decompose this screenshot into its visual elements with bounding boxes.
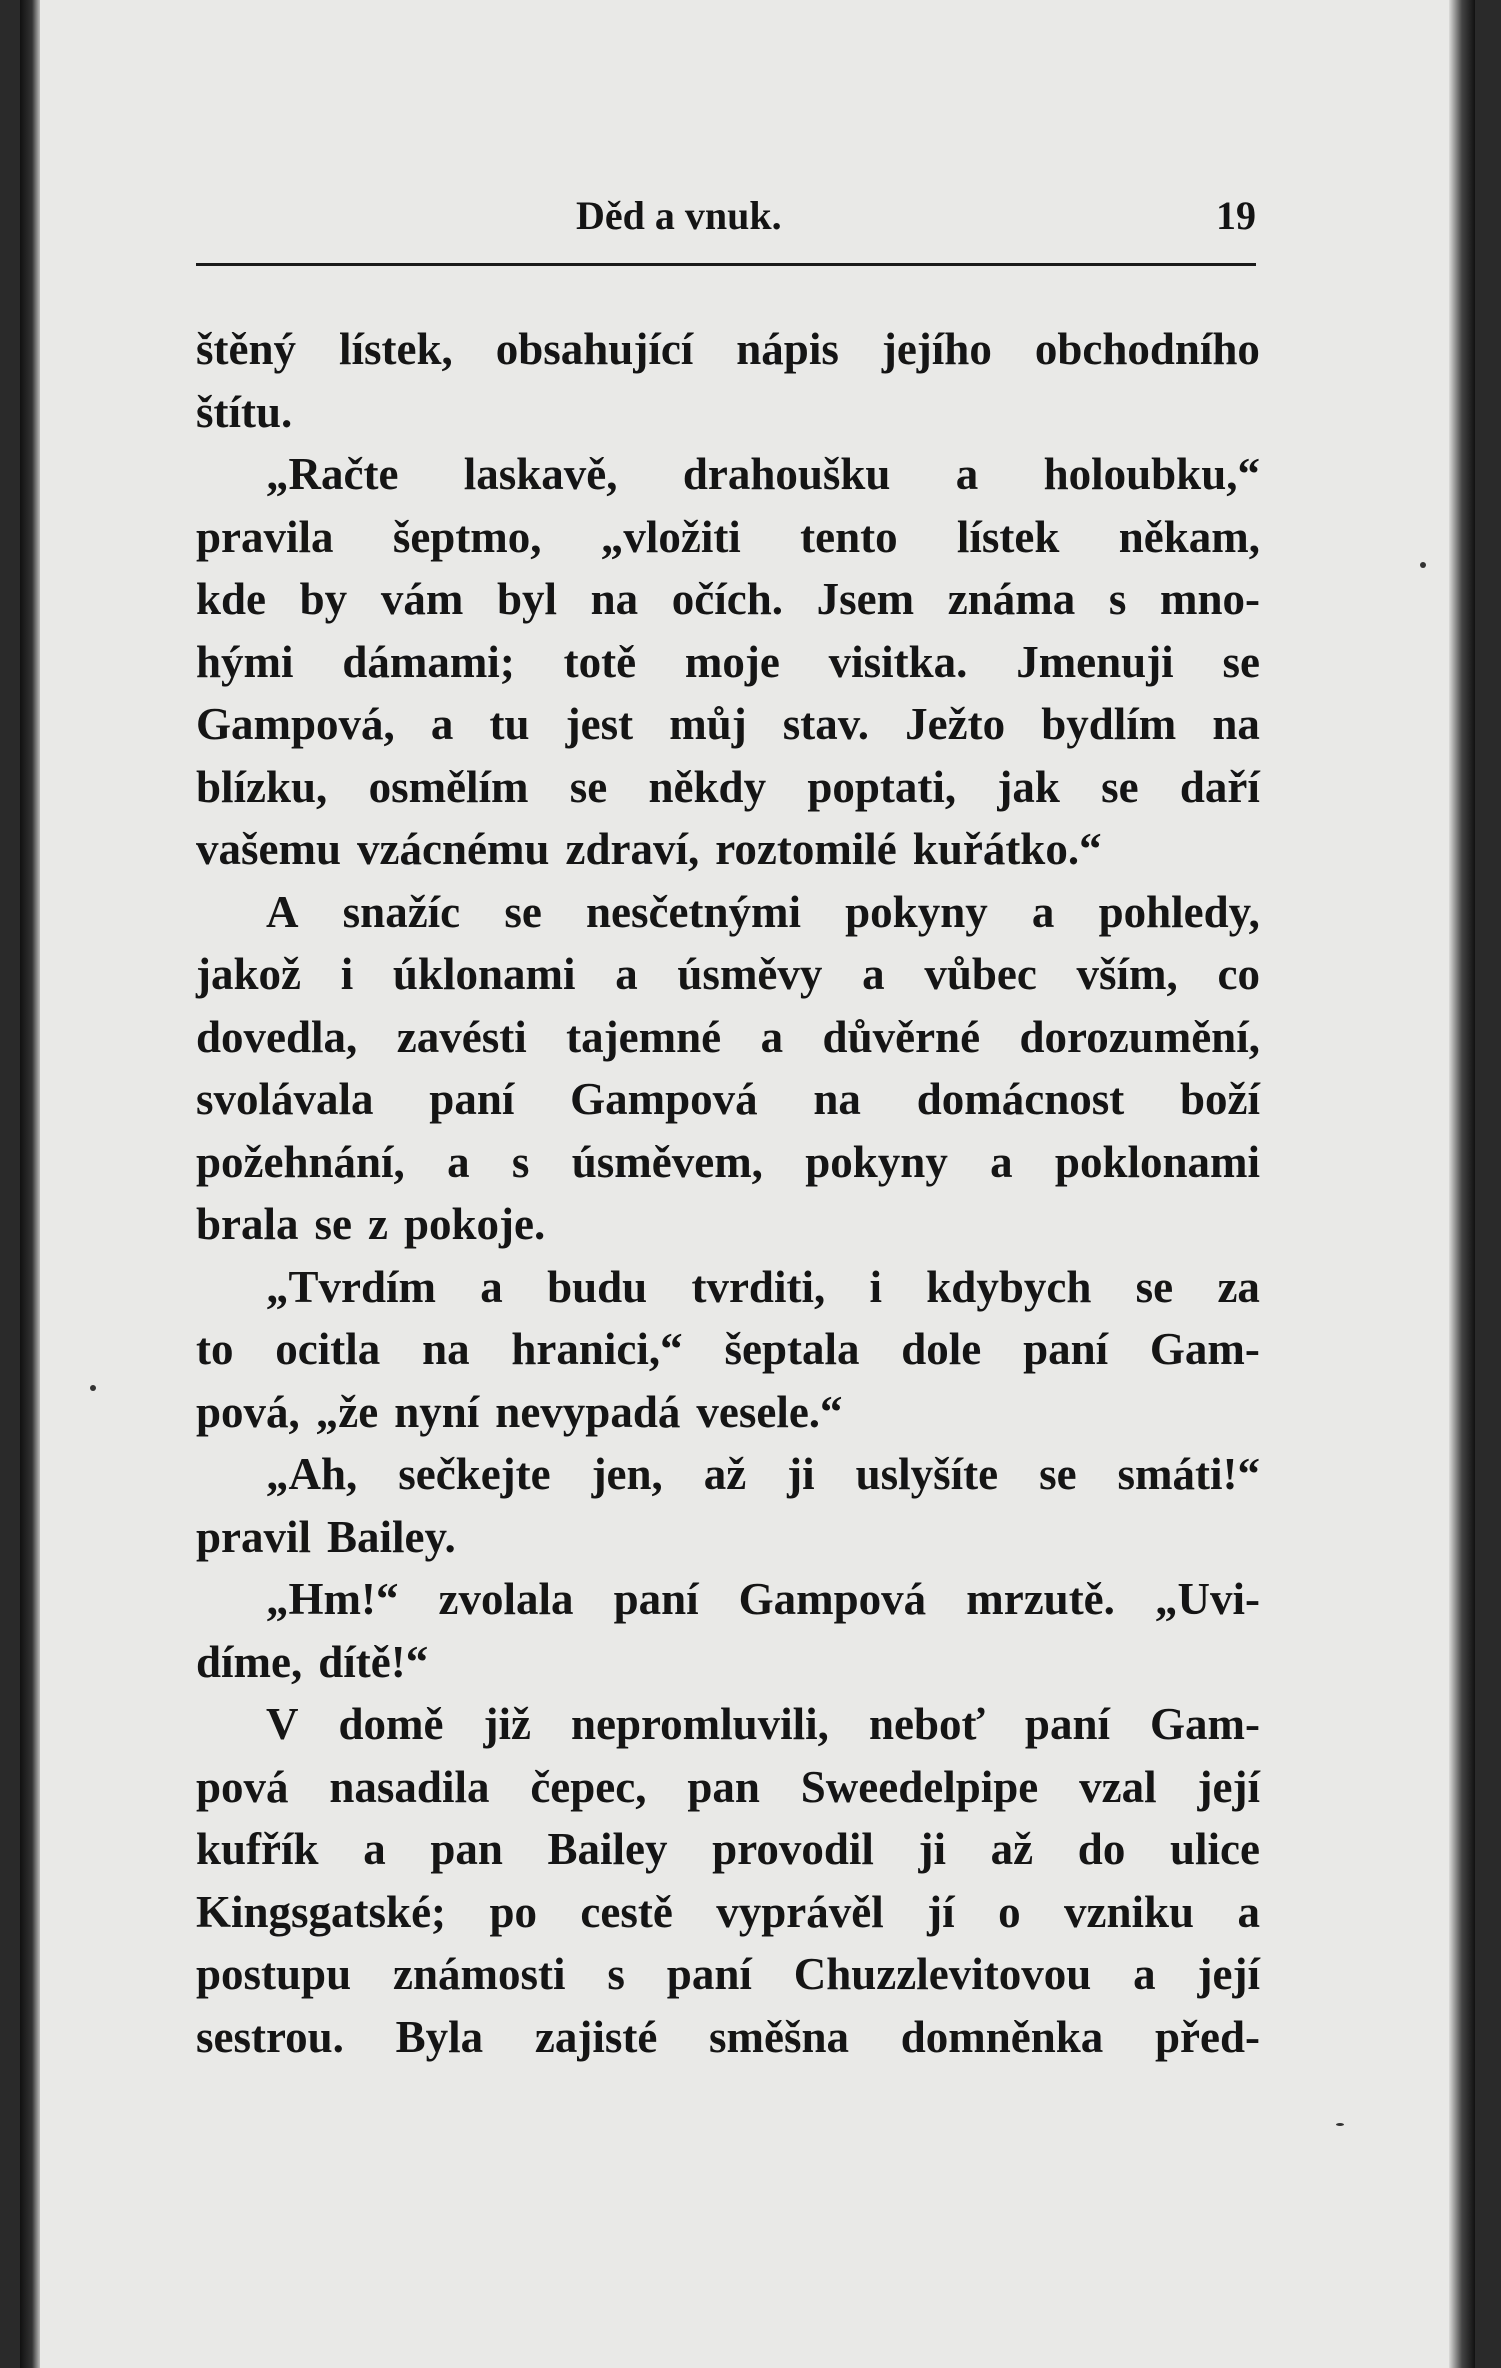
word: cestě (580, 1886, 673, 1937)
word: nyní (394, 1386, 480, 1437)
page-gutter-shadow (20, 0, 40, 2368)
word: o (998, 1886, 1021, 1937)
word: a (447, 1136, 470, 1187)
page-header (196, 192, 1256, 244)
word: úsměvem, (571, 1136, 763, 1187)
word: Byla (395, 2011, 484, 2062)
word: zvolala (438, 1574, 574, 1624)
word: blízku, (196, 761, 328, 812)
word: známosti (393, 1949, 566, 1999)
word: dole (901, 1324, 982, 1374)
word: na (1212, 699, 1260, 749)
word: lístek, (338, 324, 453, 374)
word: tu (489, 699, 530, 749)
word: pohledy, (1098, 886, 1260, 937)
text-line (196, 881, 1260, 944)
word: vašemu (196, 824, 341, 874)
word: Gampová, (196, 699, 395, 749)
word: obsahující (495, 324, 694, 374)
word: a (1237, 1886, 1260, 1937)
word: jí (927, 1886, 955, 1937)
word: vyprávěl (716, 1886, 884, 1937)
text-line (196, 943, 1260, 1006)
word: „Račte (266, 449, 399, 499)
word: na (813, 1074, 861, 1124)
text-line (196, 1506, 1260, 1569)
word: drahoušku (682, 449, 891, 499)
word: pravila (196, 511, 334, 562)
word: ji (918, 1824, 947, 1874)
text-line (196, 1756, 1260, 1819)
word: vším, (1076, 949, 1178, 999)
word: to (196, 1324, 234, 1374)
word: čepec, (530, 1761, 647, 1812)
word: nápis (736, 324, 839, 374)
word: Gam- (1149, 1324, 1260, 1374)
header-rule (196, 263, 1256, 266)
word: ocitla (275, 1324, 381, 1374)
word: hranici,“ (511, 1324, 683, 1374)
word: kuřátko.“ (912, 824, 1102, 874)
word: pová (196, 1761, 289, 1812)
page-edge-shadow (1449, 0, 1475, 2368)
text-line (196, 568, 1260, 631)
word: pan (687, 1761, 760, 1812)
word: vám (380, 574, 464, 624)
word: nesčetnými (586, 886, 801, 937)
word: dovedla, (196, 1011, 358, 1062)
word: do (1077, 1824, 1126, 1874)
word: sečkejte (398, 1449, 551, 1499)
word: vzniku (1064, 1886, 1195, 1937)
word: svolávala (196, 1074, 374, 1124)
word: se (1135, 1261, 1174, 1312)
word: Gampová (570, 1074, 758, 1124)
text-line (196, 1256, 1260, 1319)
word: stav. (782, 699, 870, 749)
word: paní (666, 1949, 752, 1999)
word: s (511, 1136, 530, 1187)
word: i (340, 949, 354, 999)
word: „Ah, (266, 1449, 358, 1499)
word: V (266, 1699, 299, 1749)
word: můj (669, 699, 747, 749)
word: její (1197, 1949, 1260, 1999)
word: by (299, 574, 348, 624)
word: dámami; (342, 636, 515, 687)
word: Bailey (547, 1824, 668, 1874)
word: Jmenuji (1016, 636, 1174, 687)
word: zavésti (396, 1011, 527, 1062)
word: visitka. (828, 636, 968, 687)
word: Bailey. (327, 1511, 456, 1562)
word: vzal (1079, 1761, 1157, 1812)
word: paní (429, 1074, 515, 1124)
text-line (196, 818, 1260, 881)
word: vesele.“ (696, 1386, 843, 1437)
word: mno- (1159, 574, 1260, 624)
word: paní (1023, 1324, 1109, 1374)
word: Jsem (816, 574, 915, 624)
word: pravil (196, 1511, 312, 1562)
text-line (196, 1693, 1260, 1756)
running-title: Děd a vnuk. (576, 193, 782, 238)
text-line (196, 1881, 1260, 1944)
text-line (196, 381, 1260, 444)
word: poklonami (1054, 1136, 1260, 1187)
word: sestrou. (196, 2011, 344, 2062)
word: Kingsgatské; (196, 1886, 447, 1937)
text-line (196, 506, 1260, 569)
word: smáti!“ (1117, 1449, 1260, 1499)
word: jest (565, 699, 634, 749)
text-line (196, 2006, 1260, 2069)
word: a (990, 1136, 1013, 1187)
word: postupu (196, 1949, 352, 1999)
text-line (196, 1193, 1260, 1256)
word: uslyšíte (855, 1449, 999, 1499)
word: dorozumění, (1019, 1011, 1260, 1062)
word: pokyny (845, 886, 988, 937)
word: domě (338, 1699, 444, 1749)
word: boží (1179, 1074, 1260, 1124)
word: roztomilé (715, 824, 897, 874)
word: „Hm!“ (266, 1574, 399, 1624)
text-line (196, 443, 1260, 506)
word: kufřík (196, 1824, 319, 1874)
word: obchodního (1034, 324, 1260, 374)
word: A (266, 886, 299, 937)
word: pan (430, 1824, 503, 1874)
word: hými (196, 636, 294, 687)
word: a (480, 1261, 503, 1312)
word: někam, (1118, 511, 1260, 562)
word: Sweedelpipe (800, 1761, 1039, 1812)
word: Gam- (1149, 1699, 1260, 1749)
word: a (430, 699, 454, 749)
text-line (196, 318, 1260, 381)
word: až (990, 1824, 1034, 1874)
word: jejího (881, 324, 992, 374)
word: pokoje. (404, 1199, 546, 1249)
word: tajemné (566, 1011, 722, 1062)
text-line (196, 1131, 1260, 1194)
text-line (196, 1318, 1260, 1381)
word: poptati, (807, 761, 957, 812)
word: se (1039, 1449, 1077, 1499)
word: jen, (591, 1449, 663, 1499)
word: známa (947, 574, 1076, 624)
text-line (196, 1443, 1260, 1506)
word: a (862, 949, 885, 999)
word: domácnost (916, 1074, 1125, 1124)
word: úsměvy (677, 949, 823, 999)
word: štěný (196, 324, 296, 374)
word: „že (315, 1386, 379, 1437)
word: se (569, 761, 608, 812)
word: požehnání, (196, 1136, 405, 1187)
word: se (1101, 761, 1139, 812)
body-text (196, 318, 1260, 2068)
text-line (196, 1943, 1260, 2006)
word: pová, (196, 1386, 300, 1437)
word: provodil (712, 1824, 874, 1874)
word: paní (1024, 1699, 1110, 1749)
word: nasadila (329, 1761, 490, 1812)
word: dítě!“ (318, 1636, 429, 1687)
book-page (20, 0, 1475, 2368)
word: očích. (671, 574, 783, 624)
text-line (196, 756, 1260, 819)
word: Chuzzlevitovou (793, 1949, 1092, 1999)
word: osmělím (368, 761, 529, 812)
word: ulice (1169, 1824, 1260, 1874)
word: neboť (868, 1699, 985, 1749)
word: se (1222, 636, 1260, 687)
word: pokyny (805, 1136, 948, 1187)
word: důvěrné (822, 1011, 981, 1062)
paper-speck (1420, 562, 1426, 568)
paper-speck (90, 1385, 96, 1391)
word: se (504, 886, 542, 937)
word: po (489, 1886, 537, 1937)
word: „Tvrdím (266, 1261, 437, 1312)
word: její (1197, 1761, 1260, 1812)
text-line (196, 1006, 1260, 1069)
word: díme, (196, 1636, 303, 1687)
word: až (703, 1449, 747, 1499)
word: co (1217, 949, 1260, 999)
word: Gampová (738, 1574, 927, 1624)
word: a (1031, 886, 1055, 937)
word: a (1133, 1949, 1156, 1999)
word: a (760, 1011, 784, 1062)
word: před- (1155, 2011, 1260, 2062)
text-line (196, 1068, 1260, 1131)
word: zdraví, (565, 824, 700, 874)
word: bydlím (1041, 699, 1177, 749)
word: „Uvi- (1154, 1574, 1260, 1624)
word: snažíc (342, 886, 461, 937)
word: lístek (956, 511, 1060, 562)
text-line (196, 1568, 1260, 1631)
word: totě (563, 636, 637, 687)
word: nepromluvili, (570, 1699, 829, 1749)
word: zajisté (534, 2011, 658, 2062)
text-line (196, 1631, 1260, 1694)
word: „vložiti (600, 511, 741, 562)
word: jak (997, 761, 1060, 812)
word: s (1108, 574, 1127, 624)
word: kdybych (926, 1261, 1092, 1312)
text-line (196, 1381, 1260, 1444)
word: tento (800, 511, 898, 562)
word: budu (547, 1261, 648, 1312)
word: šeptmo, (392, 511, 542, 562)
word: úklonami (392, 949, 576, 999)
word: paní (613, 1574, 699, 1624)
word: někdy (648, 761, 767, 812)
word: za (1217, 1261, 1260, 1312)
word: vůbec (924, 949, 1037, 999)
word: holoubku,“ (1043, 449, 1260, 499)
word: a (955, 449, 979, 499)
text-line (196, 1818, 1260, 1881)
word: byl (496, 574, 557, 624)
text-line (196, 693, 1260, 756)
word: ji (787, 1449, 815, 1499)
word: Ježto (905, 699, 1006, 749)
word: již (483, 1699, 531, 1749)
word: i (869, 1261, 882, 1312)
word: moje (684, 636, 780, 687)
word: na (590, 574, 639, 624)
word: vzácnému (357, 824, 550, 874)
word: nevypadá (495, 1386, 681, 1437)
word: kde (196, 574, 267, 624)
word: směšna (709, 2011, 850, 2062)
word: tvrditi, (691, 1261, 826, 1312)
word: domněnka (900, 2011, 1104, 2062)
paper-speck (1336, 2123, 1344, 2126)
word: s (607, 1949, 625, 1999)
word: a (363, 1824, 386, 1874)
word: se (314, 1199, 353, 1249)
text-line (196, 631, 1260, 694)
word: na (422, 1324, 470, 1374)
word: laskavě, (463, 449, 618, 499)
word: a (615, 949, 638, 999)
word: daří (1179, 761, 1260, 812)
word: mrzutě. (966, 1574, 1115, 1624)
word: šeptala (724, 1324, 860, 1374)
page-number: 19 (1216, 193, 1256, 238)
word: z (368, 1199, 388, 1249)
word: brala (196, 1199, 299, 1249)
word: jakož (196, 949, 301, 999)
word: štítu. (196, 386, 293, 437)
